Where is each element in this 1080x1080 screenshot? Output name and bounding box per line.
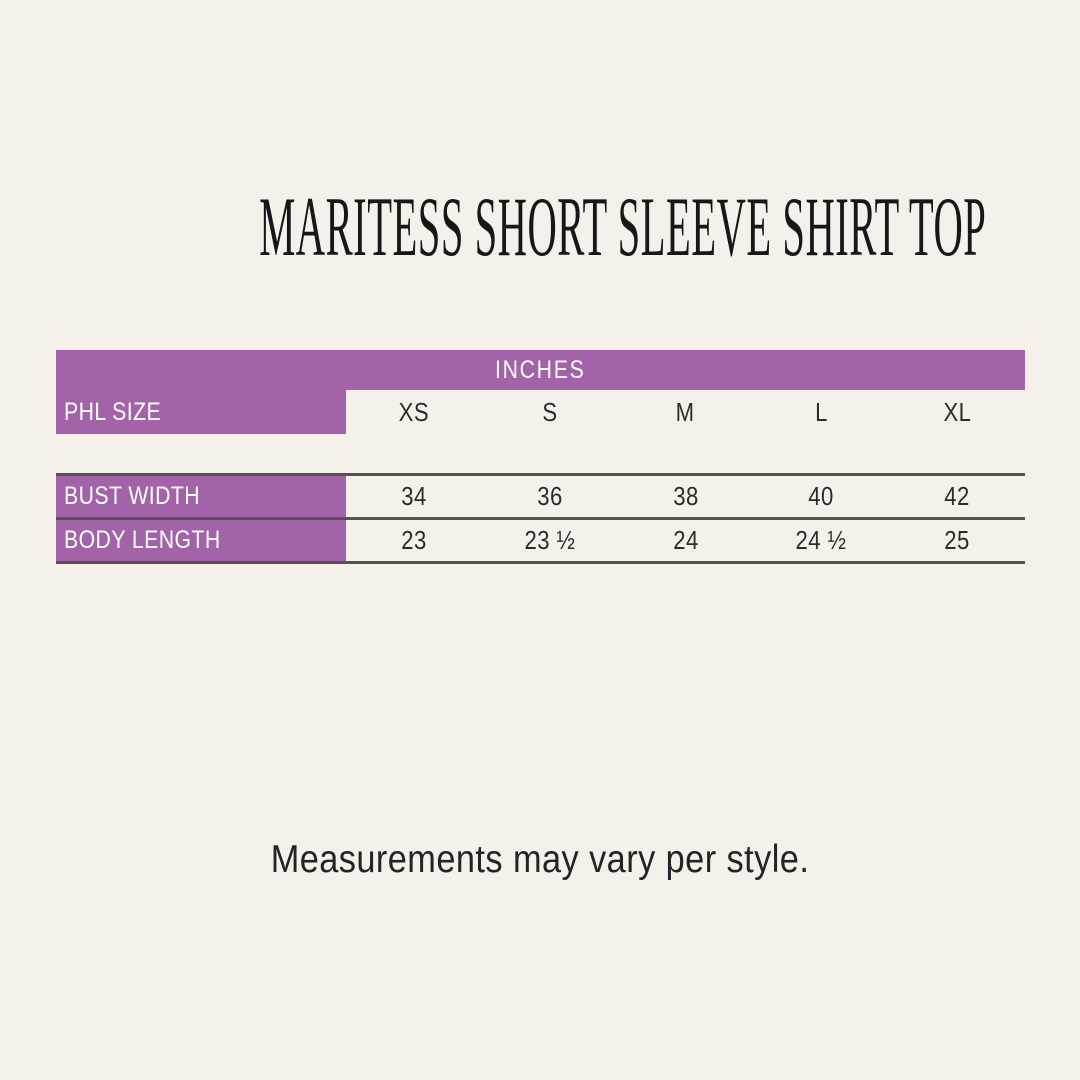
measurement-value: 34: [401, 481, 427, 511]
size-col-header: [889, 390, 1025, 434]
measurement-row-label: BODY LENGTH: [64, 526, 221, 554]
measurement-value: 36: [536, 481, 563, 511]
size-col-header-label: XS: [398, 396, 430, 427]
measurement-value-cell: [346, 476, 482, 517]
unit-header-bar: [56, 350, 1025, 390]
size-header-row: [56, 390, 1025, 434]
measurement-values: [346, 476, 1025, 517]
page-title: MARITESS SHORT SLEEVE SHIRT TOP: [259, 179, 987, 274]
measurement-value-cell: [753, 520, 889, 561]
measurement-row-label-cell: [56, 520, 346, 561]
measurement-value-cell: [482, 476, 618, 517]
measurement-value-cell: [482, 520, 618, 561]
size-column-label: PHL SIZE: [64, 397, 162, 426]
size-col-header: [346, 390, 482, 434]
measurement-value: 24: [672, 525, 699, 555]
size-column-header: [56, 390, 346, 434]
size-col-header-label: L: [814, 396, 828, 427]
size-headers: [346, 390, 1025, 434]
measurement-value: 23 ½: [524, 525, 576, 555]
measurement-value: 42: [944, 481, 970, 511]
footnote: Measurements may vary per style.: [270, 838, 810, 881]
measurement-value-cell: [618, 476, 754, 517]
measurement-value: 40: [808, 481, 835, 511]
measurement-row: [56, 473, 1025, 517]
size-col-header: [618, 390, 754, 434]
measurement-row-label-cell: [56, 476, 346, 517]
size-col-header: [482, 390, 618, 434]
measurement-value: 25: [944, 525, 970, 555]
measurement-row: [56, 517, 1025, 561]
measurement-rows: [56, 473, 1025, 564]
unit-header-label: INCHES: [495, 355, 586, 384]
measurement-value: 24 ½: [795, 525, 847, 555]
measurement-value-cell: [618, 520, 754, 561]
measurement-row-label: BUST WIDTH: [64, 482, 201, 510]
size-col-header-label: XL: [943, 396, 972, 427]
size-chart-table: [56, 350, 1025, 564]
size-col-header-label: S: [542, 396, 558, 427]
measurement-value-cell: [346, 520, 482, 561]
measurement-value-cell: [753, 476, 889, 517]
table-gap: [56, 434, 1025, 473]
size-col-header: [753, 390, 889, 434]
measurement-values: [346, 520, 1025, 561]
size-col-header-label: M: [676, 396, 695, 427]
measurement-value: 23: [401, 525, 427, 555]
measurement-value: 38: [672, 481, 699, 511]
measurement-value-cell: [889, 520, 1025, 561]
measurement-value-cell: [889, 476, 1025, 517]
